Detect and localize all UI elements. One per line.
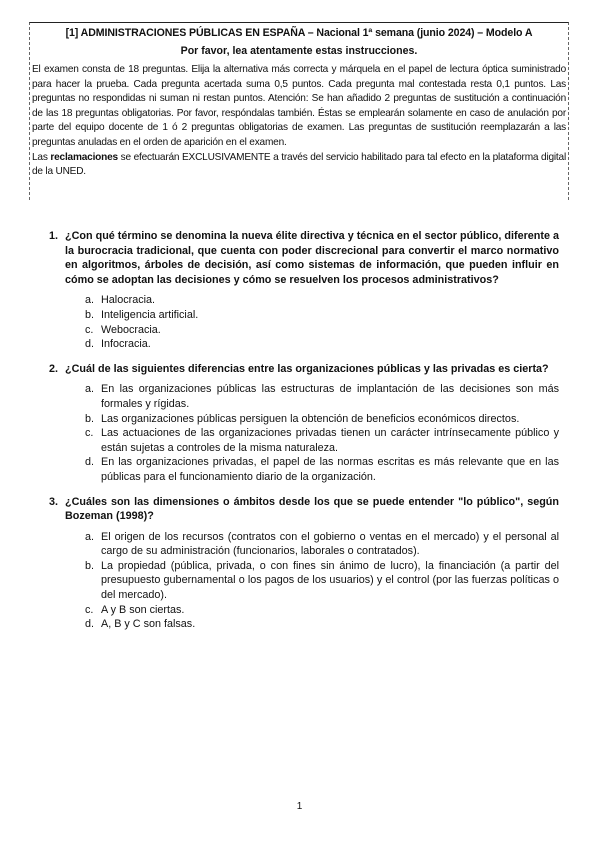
option-b [85,308,559,323]
option-text: Inteligencia artificial. [101,308,199,321]
option-text: La propiedad (pública, privada, o con fines sin ánimo de lucro), la financiación (a partir del presupuesto gubernamental o los pagos de los usuarios) y el control (por las fuerzas políticas o del mercado). [101,559,559,602]
option-letter: c. [85,427,94,440]
question-number: 3. [49,495,59,508]
option-d [85,337,559,352]
option-d [85,617,559,632]
option-c [85,426,559,455]
claims-text: se efectuarán EXCLUSIVAMENTE a través del servicio habilitado para tal efecto en la plataforma digital de la UNED. [32,151,566,178]
question-text: ¿Con qué término se denomina la nueva élite directiva y técnica en el sector público, diferente a la burocracia tradicional, que cuenta con poder discrecional para convertir el marco normativo en algoritmos, árboles de decisión, así como sistemas de información, que pueden influir en cómo se adoptan las decisiones y cómo se resuelven los procesos administrativos? [65,230,559,286]
instructions-body [32,63,566,180]
option-c [85,323,559,338]
option-letter: c. [85,603,94,616]
claims-bold-word: reclamaciones [50,151,118,163]
option-letter: d. [85,338,95,351]
page-number: 1 [296,801,303,812]
option-letter: c. [85,323,94,336]
option-text: Infocracia. [101,338,151,351]
option-list [85,382,559,484]
option-letter: b. [85,412,95,425]
question-text: ¿Cuál de las siguientes diferencias entre las organizaciones públicas y las privadas es cierta? [65,362,549,375]
instructions-claims-paragraph [32,151,566,180]
option-d [85,455,559,484]
option-letter: a. [85,530,95,543]
option-letter: d. [85,618,95,631]
claims-prefix: Las [32,151,51,163]
option-a [85,382,559,411]
option-c [85,603,559,618]
option-b [85,559,559,603]
option-text: Webocracia. [101,323,161,336]
option-text: Halocracia. [101,294,156,307]
option-text: En las organizaciones públicas las estructuras de implantación de las decisiones son más formales y rígidas. [101,383,559,410]
question-1 [49,229,559,352]
option-letter: b. [85,308,95,321]
option-text: Las organizaciones públicas persiguen la obtención de beneficios económicos directos. [101,412,520,425]
option-text: Las actuaciones de las organizaciones privadas tienen un carácter intrínsecamente público y están sujetas a controles de la misma naturaleza. [101,427,559,454]
option-letter: a. [85,294,95,307]
question-2 [49,362,559,485]
option-b [85,412,559,427]
option-letter: b. [85,559,95,572]
question-number: 2. [49,362,59,375]
question-number: 1. [49,230,59,242]
exam-header-box [29,22,569,200]
question-3 [49,495,559,632]
option-text: El origen de los recursos (contratos con el gobierno o ventas en el mercado) y el personal al cargo de su administración (funcionarios, laborales o contratados). [101,530,559,558]
option-list [85,530,559,632]
option-text: En las organizaciones privadas, el papel de las normas escritas es más relevante que en las públicas para el funcionamiento diario de la organización. [101,456,559,483]
instructions-paragraph: El examen consta de 18 preguntas. Elija la alternativa más correcta y márquela en el papel de lectura óptica suministrado para hacer la prueba. Cada pregunta acertada suma 0,5 puntos. Cada pregunta mal contestada resta 0,1 puntos. Las preguntas no respondidas ni suman ni restan puntos. Atención: Se han añadido 2 preguntas de sustitución a continuación de las 18 preguntas obligatorias. Por favor, respóndalas también. Éstas se emplearán solamente en caso de anulación por parte del equipo docente de 1 ó 2 preguntas obligatorias de examen. Las preguntas de sustitución reemplazarán a las preguntas anuladas en el orden de aparición en el examen. [32,64,566,148]
instructions-heading: Por favor, lea atentamente estas instrucciones. [180,45,418,57]
exam-title: [1] ADMINISTRACIONES PÚBLICAS EN ESPAÑA – Nacional 1ª semana (junio 2024) – Modelo A [65,27,533,39]
option-list [85,293,559,351]
question-list [49,229,559,642]
question-text: ¿Cuáles son las dimensiones o ámbitos desde los que se puede entender "lo público", según Bozeman (1998)? [65,495,559,523]
option-a [85,530,559,559]
option-letter: d. [85,456,95,469]
option-letter: a. [85,383,95,396]
option-text: A, B y C son falsas. [101,618,196,631]
option-a [85,293,559,308]
option-text: A y B son ciertas. [101,603,185,616]
